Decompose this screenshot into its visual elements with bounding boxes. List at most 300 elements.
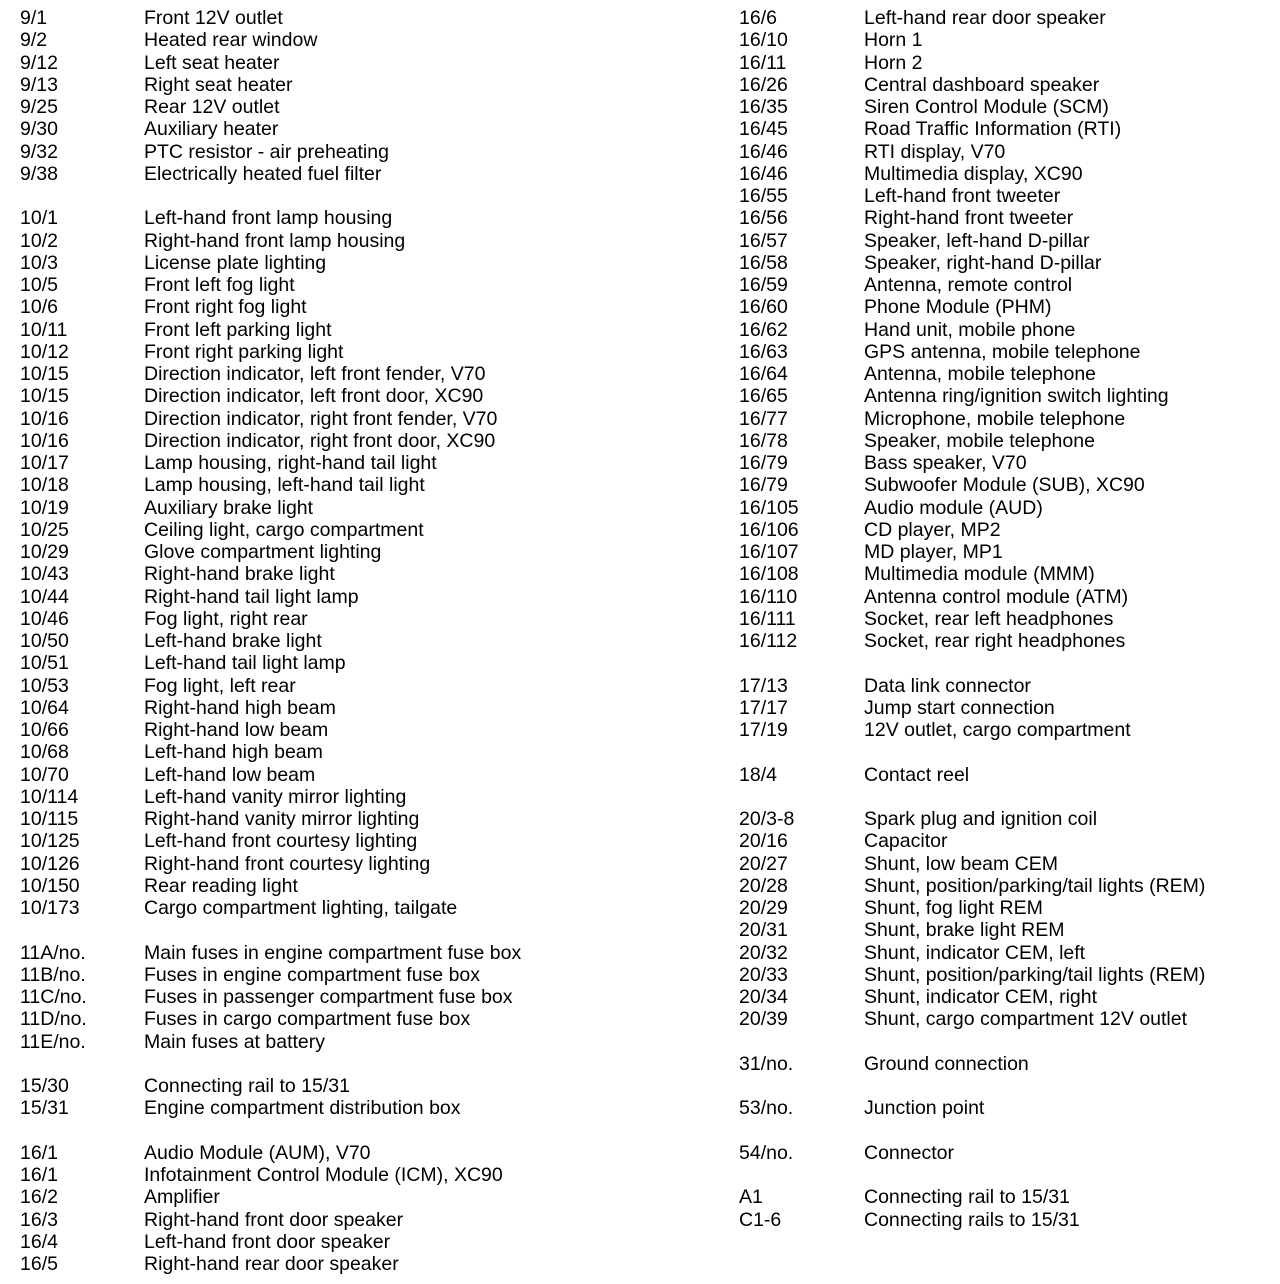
component-code: 16/6 xyxy=(739,7,777,29)
component-row xyxy=(20,630,720,652)
component-row xyxy=(739,986,1279,1008)
component-row xyxy=(739,319,1279,341)
component-row xyxy=(739,1053,1279,1075)
section-gap xyxy=(739,1075,1279,1097)
component-description: Shunt, position/parking/tail lights (REM) xyxy=(864,963,1206,986)
section-gap xyxy=(739,1120,1279,1142)
component-code: 10/68 xyxy=(20,741,69,764)
component-description: Antenna, remote control xyxy=(864,274,1073,296)
component-description: Jump start connection xyxy=(864,696,1055,719)
component-description: Horn 1 xyxy=(864,29,923,52)
component-description: MD player, MP1 xyxy=(864,541,1003,563)
component-row xyxy=(739,274,1279,296)
component-description: Road Traffic Information (RTI) xyxy=(864,118,1122,141)
component-code: 9/38 xyxy=(20,162,58,185)
section-gap xyxy=(20,1120,720,1142)
component-code: 16/108 xyxy=(739,563,799,586)
component-code: 10/15 xyxy=(20,385,69,408)
component-description: Shunt, position/parking/tail lights (REM) xyxy=(864,874,1206,897)
component-description: Front right parking light xyxy=(144,340,344,363)
component-description: Left-hand high beam xyxy=(144,741,323,764)
component-row xyxy=(739,1097,1279,1119)
component-row xyxy=(739,919,1279,941)
component-code: 15/30 xyxy=(20,1075,69,1097)
component-code: 20/3-8 xyxy=(739,808,795,830)
component-row xyxy=(20,1209,720,1231)
component-code: 10/66 xyxy=(20,719,69,741)
component-description: Connecting rail to 15/31 xyxy=(864,1186,1070,1209)
component-description: Left-hand rear door speaker xyxy=(864,7,1106,29)
component-code: 20/16 xyxy=(739,830,788,853)
component-row xyxy=(739,808,1279,830)
component-row xyxy=(20,586,720,608)
component-description: Main fuses at battery xyxy=(144,1030,326,1053)
component-code: 10/12 xyxy=(20,340,69,363)
component-row xyxy=(20,1075,720,1097)
component-row xyxy=(739,230,1279,252)
component-row xyxy=(739,185,1279,207)
component-code: 9/30 xyxy=(20,118,58,141)
component-row xyxy=(739,452,1279,474)
component-code: 11B/no. xyxy=(20,963,86,986)
component-row xyxy=(20,474,720,496)
component-code: 10/70 xyxy=(20,763,69,786)
component-row xyxy=(739,1008,1279,1030)
component-description: Shunt, brake light REM xyxy=(864,919,1065,942)
component-description: Cargo compartment lighting, tailgate xyxy=(144,897,458,919)
component-code: 10/51 xyxy=(20,652,69,675)
component-row xyxy=(20,741,720,763)
component-row xyxy=(739,519,1279,541)
component-description: Antenna ring/ignition switch lighting xyxy=(864,385,1169,408)
component-row xyxy=(20,853,720,875)
component-description: Fog light, left rear xyxy=(144,674,296,697)
component-description: Horn 2 xyxy=(864,51,923,74)
component-description: Socket, rear right headphones xyxy=(864,630,1126,652)
component-description: Left seat heater xyxy=(144,51,280,74)
component-description: Shunt, fog light REM xyxy=(864,897,1043,919)
component-code: 16/62 xyxy=(739,318,788,341)
component-row xyxy=(20,1142,720,1164)
component-row xyxy=(20,452,720,474)
component-row xyxy=(20,363,720,385)
component-description: Left-hand low beam xyxy=(144,763,316,786)
component-description: Right-hand front lamp housing xyxy=(144,229,406,252)
component-row xyxy=(20,163,720,185)
component-code: 10/53 xyxy=(20,674,69,697)
component-row xyxy=(20,608,720,630)
component-row xyxy=(20,29,720,51)
component-description: Phone Module (PHM) xyxy=(864,296,1052,319)
component-row xyxy=(739,141,1279,163)
component-code: 11D/no. xyxy=(20,1008,87,1031)
component-row xyxy=(20,1097,720,1119)
component-code: 16/58 xyxy=(739,251,788,274)
component-row xyxy=(739,296,1279,318)
component-description: Right-hand high beam xyxy=(144,696,336,719)
component-row xyxy=(739,252,1279,274)
component-description: Lamp housing, right-hand tail light xyxy=(144,452,437,474)
component-description: Front left parking light xyxy=(144,318,332,341)
component-row xyxy=(20,808,720,830)
component-row xyxy=(20,1231,720,1253)
component-row xyxy=(739,118,1279,140)
component-code: 16/46 xyxy=(739,162,788,185)
right-column xyxy=(739,7,1279,1231)
component-code: 16/63 xyxy=(739,340,788,363)
component-code: 10/64 xyxy=(20,696,69,719)
section-gap xyxy=(739,741,1279,763)
component-description: Engine compartment distribution box xyxy=(144,1097,461,1120)
component-code: 10/18 xyxy=(20,474,69,497)
component-description: Shunt, indicator CEM, right xyxy=(864,986,1098,1008)
component-description: Right-hand tail light lamp xyxy=(144,585,359,608)
component-code: 20/31 xyxy=(739,919,788,942)
component-description: Infotainment Control Module (ICM), XC90 xyxy=(144,1164,503,1186)
component-description: Fuses in cargo compartment fuse box xyxy=(144,1008,471,1031)
component-row xyxy=(20,986,720,1008)
component-row xyxy=(20,1031,720,1053)
component-description: Connector xyxy=(864,1141,954,1164)
component-code: 16/112 xyxy=(739,630,798,652)
section-gap xyxy=(739,1164,1279,1186)
left-column xyxy=(20,7,720,1275)
component-description: Multimedia display, XC90 xyxy=(864,162,1083,185)
component-code: 16/79 xyxy=(739,452,788,474)
component-description: Speaker, left-hand D-pillar xyxy=(864,229,1090,252)
component-row xyxy=(20,652,720,674)
component-code: 16/60 xyxy=(739,296,788,319)
component-code: 10/25 xyxy=(20,518,69,541)
component-code: 54/no. xyxy=(739,1141,794,1164)
component-row xyxy=(739,163,1279,185)
section-gap xyxy=(739,1031,1279,1053)
component-description: Left-hand brake light xyxy=(144,630,322,652)
component-description: Data link connector xyxy=(864,674,1031,697)
component-description: Socket, rear left headphones xyxy=(864,607,1114,630)
component-row xyxy=(739,497,1279,519)
component-code: 16/78 xyxy=(739,429,788,452)
component-code: 10/2 xyxy=(20,229,58,252)
component-row xyxy=(739,1186,1279,1208)
component-row xyxy=(20,541,720,563)
component-code: 16/106 xyxy=(739,518,799,541)
component-row xyxy=(739,875,1279,897)
component-row xyxy=(20,141,720,163)
component-description: Main fuses in engine compartment fuse box xyxy=(144,941,522,964)
component-code: 16/59 xyxy=(739,274,788,296)
component-row xyxy=(20,675,720,697)
component-row xyxy=(739,1142,1279,1164)
component-description: Auxiliary heater xyxy=(144,118,279,141)
component-code: 11E/no. xyxy=(20,1030,86,1053)
component-code: 10/114 xyxy=(20,785,79,808)
component-row xyxy=(739,764,1279,786)
component-code: 20/39 xyxy=(739,1008,788,1031)
component-code: 10/15 xyxy=(20,363,69,385)
component-description: Spark plug and ignition coil xyxy=(864,808,1098,830)
component-row xyxy=(739,474,1279,496)
section-gap xyxy=(20,1053,720,1075)
component-row xyxy=(20,497,720,519)
component-description: Audio Module (AUM), V70 xyxy=(144,1141,371,1164)
component-row xyxy=(20,52,720,74)
component-row xyxy=(20,942,720,964)
component-code: 11A/no. xyxy=(20,941,86,964)
component-code: 10/115 xyxy=(20,808,79,830)
component-description: Audio module (AUD) xyxy=(864,496,1043,519)
component-description: Left-hand front tweeter xyxy=(864,185,1061,207)
component-code: 10/43 xyxy=(20,563,69,586)
component-code: 16/56 xyxy=(739,207,788,230)
component-description: License plate lighting xyxy=(144,251,327,274)
component-code: 9/25 xyxy=(20,96,58,118)
component-code: 10/16 xyxy=(20,407,69,430)
component-description: Right-hand front courtesy lighting xyxy=(144,852,431,875)
component-code: 15/31 xyxy=(20,1097,69,1120)
component-code: 16/77 xyxy=(739,407,788,430)
component-description: Direction indicator, left front door, XC90 xyxy=(144,385,484,408)
component-description: Auxiliary brake light xyxy=(144,496,314,519)
component-code: 16/111 xyxy=(739,607,796,630)
component-row xyxy=(20,1164,720,1186)
component-row xyxy=(739,408,1279,430)
component-code: 20/33 xyxy=(739,963,788,986)
section-gap xyxy=(739,786,1279,808)
component-description: Heated rear window xyxy=(144,29,318,52)
component-description: Right-hand rear door speaker xyxy=(144,1253,399,1275)
component-description: Ceiling light, cargo compartment xyxy=(144,518,424,541)
component-row xyxy=(739,52,1279,74)
component-description: Junction point xyxy=(864,1097,985,1120)
component-code: 9/1 xyxy=(20,7,48,29)
component-description: Left-hand front lamp housing xyxy=(144,207,393,230)
component-row xyxy=(20,207,720,229)
component-code: 10/11 xyxy=(20,318,68,341)
component-description: Electrically heated fuel filter xyxy=(144,162,382,185)
component-code: 11C/no. xyxy=(20,986,87,1008)
component-description: Multimedia module (MMM) xyxy=(864,563,1095,586)
component-description: Siren Control Module (SCM) xyxy=(864,96,1109,118)
component-code: 9/32 xyxy=(20,140,58,163)
component-code: 31/no. xyxy=(739,1052,794,1075)
component-code: 16/3 xyxy=(20,1208,58,1231)
component-row xyxy=(739,697,1279,719)
component-row xyxy=(739,541,1279,563)
component-code: 10/17 xyxy=(20,452,69,474)
component-code: 16/65 xyxy=(739,385,788,408)
component-description: Bass speaker, V70 xyxy=(864,452,1027,474)
component-code: 10/173 xyxy=(20,897,80,919)
component-code: C1-6 xyxy=(739,1208,782,1231)
component-code: 10/16 xyxy=(20,429,69,452)
component-description: Right-hand front door speaker xyxy=(144,1208,404,1231)
component-code: 18/4 xyxy=(739,763,777,786)
component-description: Front left fog light xyxy=(144,274,295,296)
component-code: 10/46 xyxy=(20,607,69,630)
component-code: 16/11 xyxy=(739,51,787,74)
component-row xyxy=(739,7,1279,29)
component-row xyxy=(20,719,720,741)
component-code: 10/125 xyxy=(20,830,80,853)
component-code: 10/1 xyxy=(20,207,58,230)
component-code: 10/6 xyxy=(20,296,58,319)
component-code: 10/44 xyxy=(20,585,69,608)
component-row xyxy=(739,942,1279,964)
section-gap xyxy=(739,652,1279,674)
component-row xyxy=(20,385,720,407)
component-row xyxy=(20,319,720,341)
section-gap xyxy=(20,185,720,207)
component-code: 16/5 xyxy=(20,1253,58,1275)
component-row xyxy=(20,230,720,252)
component-description: Speaker, mobile telephone xyxy=(864,429,1095,452)
component-code: 53/no. xyxy=(739,1097,794,1120)
component-description: Hand unit, mobile phone xyxy=(864,318,1076,341)
component-row xyxy=(739,207,1279,229)
component-code: 9/13 xyxy=(20,73,58,96)
component-description: Glove compartment lighting xyxy=(144,541,382,563)
component-code: A1 xyxy=(739,1186,763,1209)
component-description: Microphone, mobile telephone xyxy=(864,407,1126,430)
component-description: Rear reading light xyxy=(144,874,298,897)
component-row xyxy=(20,341,720,363)
component-row xyxy=(20,875,720,897)
component-description: Direction indicator, right front door, XC90 xyxy=(144,429,496,452)
component-code: 10/150 xyxy=(20,874,80,897)
component-code: 10/29 xyxy=(20,541,69,563)
component-description: GPS antenna, mobile telephone xyxy=(864,340,1141,363)
component-description: CD player, MP2 xyxy=(864,518,1001,541)
component-row xyxy=(20,964,720,986)
component-description: Connecting rail to 15/31 xyxy=(144,1075,350,1097)
component-row xyxy=(20,96,720,118)
component-code: 9/12 xyxy=(20,51,58,74)
component-description: Left-hand front courtesy lighting xyxy=(144,830,418,853)
component-code: 16/46 xyxy=(739,140,788,163)
component-description: Direction indicator, left front fender, V70 xyxy=(144,363,486,385)
component-code: 10/50 xyxy=(20,630,69,652)
component-code: 10/19 xyxy=(20,496,69,519)
component-description: Left-hand vanity mirror lighting xyxy=(144,785,407,808)
component-row xyxy=(20,118,720,140)
component-description: Antenna control module (ATM) xyxy=(864,585,1129,608)
component-row xyxy=(739,29,1279,51)
component-description: Rear 12V outlet xyxy=(144,96,280,118)
component-code: 16/79 xyxy=(739,474,788,497)
component-row xyxy=(739,608,1279,630)
component-code: 20/27 xyxy=(739,852,788,875)
component-row xyxy=(739,74,1279,96)
component-description: Connecting rails to 15/31 xyxy=(864,1208,1080,1231)
component-row xyxy=(739,719,1279,741)
component-description: Left-hand tail light lamp xyxy=(144,652,346,675)
component-description: 12V outlet, cargo compartment xyxy=(864,719,1131,741)
component-description: Central dashboard speaker xyxy=(864,73,1100,96)
component-code: 16/1 xyxy=(20,1141,58,1164)
component-row xyxy=(739,385,1279,407)
component-row xyxy=(20,764,720,786)
component-description: Shunt, indicator CEM, left xyxy=(864,941,1086,964)
component-description: Right seat heater xyxy=(144,73,293,96)
component-code: 20/29 xyxy=(739,897,788,919)
component-code: 17/17 xyxy=(739,696,788,719)
component-row xyxy=(20,1186,720,1208)
component-code: 16/2 xyxy=(20,1186,58,1209)
component-row xyxy=(739,853,1279,875)
component-row xyxy=(20,830,720,852)
component-row xyxy=(739,341,1279,363)
component-code: 17/13 xyxy=(739,674,788,697)
component-description: Left-hand front door speaker xyxy=(144,1230,391,1253)
component-row xyxy=(20,74,720,96)
component-description: Antenna, mobile telephone xyxy=(864,363,1097,385)
component-code: 16/57 xyxy=(739,229,788,252)
component-description: PTC resistor - air preheating xyxy=(144,140,389,163)
component-row xyxy=(739,563,1279,585)
component-description: Amplifier xyxy=(144,1186,220,1209)
component-row xyxy=(739,96,1279,118)
component-code: 16/64 xyxy=(739,363,788,385)
component-description: Speaker, right-hand D-pillar xyxy=(864,251,1102,274)
component-code: 9/2 xyxy=(20,29,48,52)
component-description: Right-hand front tweeter xyxy=(864,207,1074,230)
component-row xyxy=(739,630,1279,652)
component-code: 16/4 xyxy=(20,1230,58,1253)
component-description: Lamp housing, left-hand tail light xyxy=(144,474,425,497)
component-row xyxy=(739,363,1279,385)
component-row xyxy=(739,430,1279,452)
component-row xyxy=(739,675,1279,697)
component-code: 20/28 xyxy=(739,874,788,897)
component-description: Ground connection xyxy=(864,1052,1029,1075)
component-description: Subwoofer Module (SUB), XC90 xyxy=(864,474,1145,497)
component-code: 16/110 xyxy=(739,585,798,608)
component-code: 20/34 xyxy=(739,986,788,1008)
component-description: Shunt, cargo compartment 12V outlet xyxy=(864,1008,1188,1031)
component-code: 16/26 xyxy=(739,73,788,96)
component-row xyxy=(20,697,720,719)
component-row xyxy=(20,430,720,452)
component-code: 16/35 xyxy=(739,96,788,118)
component-description: Right-hand brake light xyxy=(144,563,335,586)
component-description: Contact reel xyxy=(864,763,970,786)
component-code: 16/55 xyxy=(739,185,788,207)
component-code: 10/5 xyxy=(20,274,58,296)
component-row xyxy=(20,7,720,29)
component-code: 10/126 xyxy=(20,852,80,875)
component-row xyxy=(739,964,1279,986)
component-description: Fog light, right rear xyxy=(144,607,308,630)
component-description: Right-hand low beam xyxy=(144,719,329,741)
component-description: Shunt, low beam CEM xyxy=(864,852,1059,875)
component-code: 16/45 xyxy=(739,118,788,141)
component-code: 16/107 xyxy=(739,541,799,563)
component-row xyxy=(20,786,720,808)
component-description: Front right fog light xyxy=(144,296,307,319)
component-code: 20/32 xyxy=(739,941,788,964)
component-row xyxy=(20,519,720,541)
component-row xyxy=(20,408,720,430)
component-description: Fuses in passenger compartment fuse box xyxy=(144,986,513,1008)
component-row xyxy=(20,296,720,318)
section-gap xyxy=(20,919,720,941)
component-row xyxy=(739,830,1279,852)
component-row xyxy=(739,897,1279,919)
component-code: 17/19 xyxy=(739,719,788,741)
component-row xyxy=(20,274,720,296)
component-description: Capacitor xyxy=(864,830,948,853)
